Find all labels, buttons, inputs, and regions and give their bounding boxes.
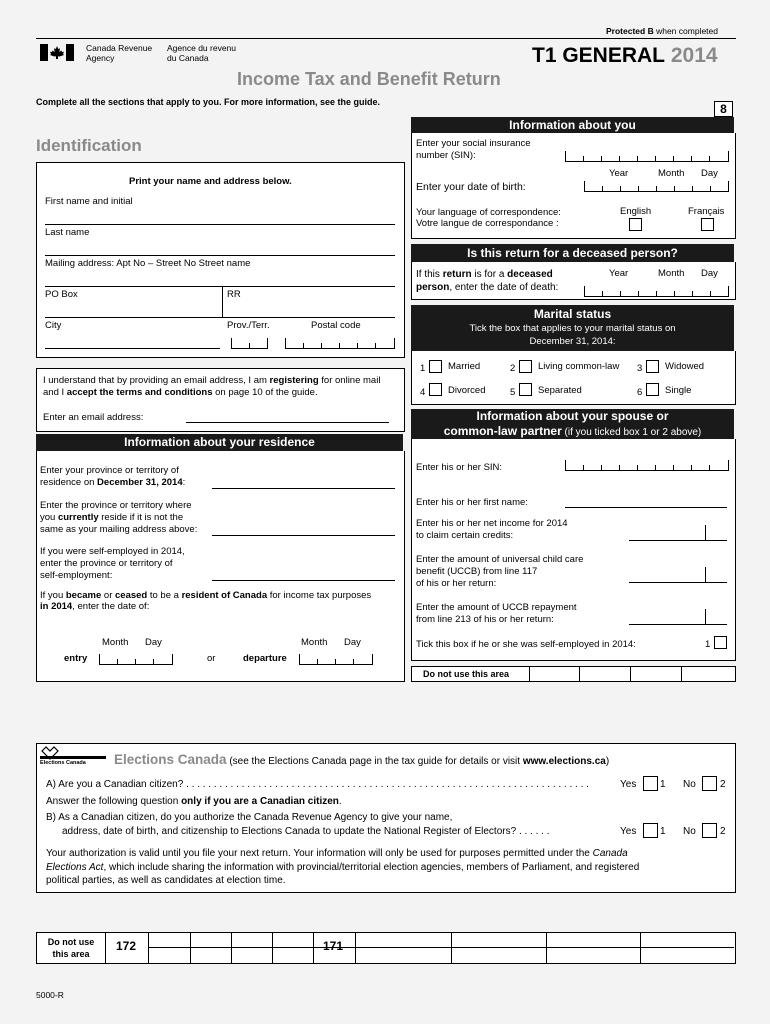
- separated-label: Separated: [538, 385, 582, 396]
- follow-up-instruction: Answer the following question only if you are a Canadian citizen.: [46, 796, 342, 807]
- footer-code-171: 171: [323, 939, 344, 953]
- citizen-no-num: 2: [720, 779, 726, 790]
- english-label: English: [620, 206, 652, 217]
- death-day-label: Day: [701, 268, 718, 279]
- date-of-death-input[interactable]: [584, 286, 729, 297]
- marital-status-sub2: December 31, 2014:: [529, 336, 616, 347]
- francais-checkbox[interactable]: [701, 218, 714, 231]
- province-input[interactable]: [231, 338, 268, 349]
- deceased-label: If this return is for a deceased person, enter the date of death:: [416, 269, 559, 293]
- single-label: Single: [665, 385, 692, 396]
- death-year-label: Year: [609, 268, 629, 279]
- marital-status-sub1: Tick the box that applies to your marital status on: [469, 323, 676, 334]
- common-law-num: 2: [510, 363, 516, 374]
- citizen-no-checkbox[interactable]: [702, 776, 717, 791]
- marital-status-panel: [411, 351, 736, 405]
- email-consent-line1: I understand that by providing an email address, I am registering for online mail: [43, 375, 381, 386]
- authorize-no-label: No: [683, 826, 696, 837]
- authorize-no-checkbox[interactable]: [702, 823, 717, 838]
- entry-date-input[interactable]: [99, 654, 173, 665]
- spouse-title2: common-law partner (if you ticked box 1 or 2 above): [443, 424, 702, 438]
- first-name-label: First name and initial: [45, 196, 133, 207]
- spouse-uccb-input[interactable]: [629, 582, 727, 583]
- spouse-income-input[interactable]: [629, 540, 727, 541]
- widowed-label: Widowed: [665, 361, 705, 372]
- spouse-first-name-label: Enter his or her first name:: [416, 497, 528, 508]
- first-name-input[interactable]: [45, 224, 395, 225]
- spouse-sin-input[interactable]: [565, 460, 729, 471]
- last-name-input[interactable]: [45, 255, 395, 256]
- deceased-title: Is this return for a deceased person?: [411, 244, 734, 262]
- spouse-repayment-label: Enter the amount of UCCB repayment from line 213 of his or her return:: [416, 602, 577, 625]
- elections-intro: Elections Canada (see the Elections Canada page in the tax guide for details or visit www.elections.ca): [114, 752, 610, 767]
- postal-code-input[interactable]: [285, 338, 395, 349]
- death-month-label: Month: [658, 268, 685, 279]
- departure-day-label: Day: [344, 637, 361, 648]
- citizen-question: A) Are you a Canadian citizen? . . . . . . . . . . . . . . . . . . . . . . . . . . . . . . . . . . . . . . . . . . . . . . . . . . . . . . . . . . . . . . . . . . . . . . . . .: [46, 779, 589, 790]
- residence-q1: Enter your province or territory of residence on December 31, 2014:: [40, 465, 186, 488]
- residence-q3: If you were self-employed in 2014, enter the province or territory of self-employment:: [40, 546, 185, 581]
- po-box-label: PO Box: [45, 289, 78, 300]
- agency-name-en: Canada Revenue Agency: [86, 43, 153, 63]
- marital-status-title: Marital status: [533, 307, 612, 321]
- rr-label: RR: [227, 289, 241, 300]
- footer-code-172: 172: [116, 939, 137, 953]
- citizen-yes-checkbox[interactable]: [643, 776, 658, 791]
- separated-num: 5: [510, 387, 516, 398]
- spouse-sin-label: Enter his or her SIN:: [416, 462, 503, 473]
- dob-year-label: Year: [609, 168, 629, 179]
- footer-do-not-use-label: Do not use this area: [47, 937, 95, 959]
- form-title: T1 GENERAL 2014: [532, 44, 718, 67]
- entry-label: entry: [64, 653, 88, 664]
- dob-month-label: Month: [658, 168, 685, 179]
- print-name-label: Print your name and address below.: [129, 176, 292, 187]
- common-law-checkbox[interactable]: [519, 360, 532, 373]
- mailing-address-input[interactable]: [45, 286, 395, 287]
- email-consent-line2: and I accept the terms and conditions on page 10 of the guide.: [43, 387, 318, 398]
- authorize-yes-label: Yes: [620, 826, 637, 837]
- dob-input[interactable]: [584, 181, 729, 192]
- header-rule: [36, 38, 736, 39]
- citizen-no-label: No: [683, 779, 696, 790]
- prov-label: Prov./Terr.: [227, 320, 270, 331]
- widowed-checkbox[interactable]: [646, 360, 659, 373]
- citizen-yes-label: Yes: [620, 779, 637, 790]
- authorize-yes-num: 1: [660, 826, 666, 837]
- residence-q2: Enter the province or territory where you currently reside if it is not the same as your mailing address above:: [40, 500, 198, 535]
- dob-label: Enter your date of birth:: [416, 181, 526, 193]
- spouse-self-employed-label: Tick this box if he or she was self-employed in 2014:: [416, 639, 636, 650]
- sin-input[interactable]: [565, 151, 729, 162]
- single-num: 6: [637, 387, 643, 398]
- elections-logo-text: Elections Canada: [40, 760, 86, 766]
- mailing-address-label: Mailing address: Apt No – Street No Street name: [45, 258, 251, 269]
- email-input[interactable]: [186, 422, 389, 423]
- spouse-self-employed-checkbox[interactable]: [714, 636, 727, 649]
- about-you-title: Information about you: [411, 117, 734, 133]
- postal-code-label: Postal code: [311, 320, 361, 331]
- identification-heading: Identification: [36, 136, 142, 155]
- authorize-question: B) As a Canadian citizen, do you authorize the Canada Revenue Agency to give your name, address, date of birth, and citizenship to Elections Canada to update the National Register of Electors? . . . . . .: [46, 812, 550, 837]
- married-num: 1: [420, 363, 426, 374]
- single-checkbox[interactable]: [646, 383, 659, 396]
- email-label: Enter an email address:: [43, 412, 144, 423]
- spouse-header: [411, 409, 734, 439]
- instructions: Complete all the sections that apply to you. For more information, see the guide.: [36, 97, 381, 107]
- marital-status-header: [411, 305, 734, 351]
- residence-province-input[interactable]: [212, 488, 395, 489]
- spouse-repayment-input[interactable]: [629, 624, 727, 625]
- authorize-yes-checkbox[interactable]: [643, 823, 658, 838]
- spouse-income-label: Enter his or her net income for 2014 to claim certain credits:: [416, 518, 568, 541]
- widowed-num: 3: [637, 363, 643, 374]
- divorced-label: Divorced: [448, 385, 486, 396]
- language-label: Your language of correspondence: Votre langue de correspondance :: [416, 207, 561, 229]
- divorced-num: 4: [420, 387, 426, 398]
- page-code: 8: [714, 101, 733, 117]
- authorization-notice: Your authorization is valid until you file your next return. Your information will only be used for purposes permitted under the Canada Elections Act, which include sharing the information with provincial/territorial election agencies, members of Parliament, and registered political parties, as well as candidates at election time.: [46, 848, 640, 886]
- current-province-input[interactable]: [212, 535, 395, 536]
- married-label: Married: [448, 361, 481, 372]
- agency-name-fr: Agence du revenu du Canada: [167, 43, 236, 63]
- form-subtitle: Income Tax and Benefit Return: [237, 69, 501, 89]
- departure-label: departure: [243, 653, 287, 664]
- self-employment-province-input[interactable]: [212, 580, 395, 581]
- last-name-label: Last name: [45, 227, 90, 238]
- spouse-first-name-input[interactable]: [565, 507, 727, 508]
- form-number: 5000-R: [36, 990, 64, 1000]
- english-checkbox[interactable]: [629, 218, 642, 231]
- spouse-self-employed-num: 1: [705, 639, 711, 650]
- spouse-uccb-label: Enter the amount of universal child care benefit (UCCB) from line 117 of his or her return:: [416, 554, 584, 589]
- separated-checkbox[interactable]: [519, 383, 532, 396]
- residence-title: Information about your residence: [36, 434, 403, 451]
- dob-day-label: Day: [701, 168, 718, 179]
- departure-date-input[interactable]: [299, 654, 373, 665]
- do-not-use-label: Do not use this area: [423, 669, 510, 679]
- city-input[interactable]: [45, 348, 220, 349]
- city-label: City: [45, 320, 62, 331]
- sin-label: Enter your social insurance number (SIN):: [416, 138, 531, 161]
- canada-flag-icon: [40, 44, 74, 61]
- residence-q4: If you became or ceased to be a resident of Canada for income tax purposes in 2014, enter the date of:: [40, 590, 372, 612]
- authorize-no-num: 2: [720, 826, 726, 837]
- footer-do-not-use-area: [36, 932, 736, 964]
- common-law-label: Living common-law: [538, 361, 620, 372]
- spouse-title1: Information about your spouse or: [476, 409, 669, 423]
- or-label: or: [207, 653, 216, 664]
- entry-day-label: Day: [145, 637, 162, 648]
- departure-month-label: Month: [301, 637, 328, 648]
- entry-month-label: Month: [102, 637, 129, 648]
- married-checkbox[interactable]: [429, 360, 442, 373]
- po-box-rr-input[interactable]: [45, 317, 395, 318]
- citizen-yes-num: 1: [660, 779, 666, 790]
- protected-label: Protected B when completed: [606, 26, 718, 36]
- francais-label: Français: [688, 206, 725, 217]
- divorced-checkbox[interactable]: [429, 383, 442, 396]
